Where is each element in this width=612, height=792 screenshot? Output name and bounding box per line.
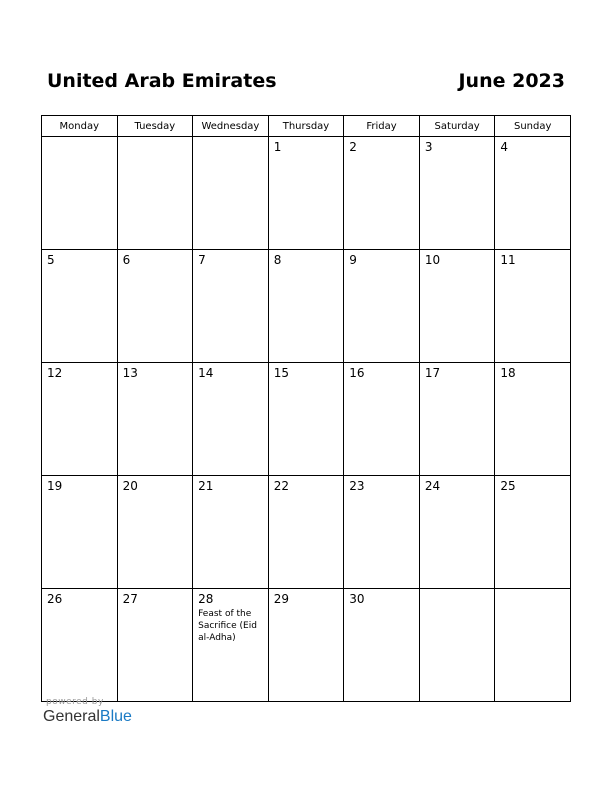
day-number: 3	[424, 140, 433, 154]
weekday-header: Sunday	[495, 116, 571, 137]
day-number: 19	[47, 479, 63, 493]
day-cell	[42, 250, 118, 363]
day-cell	[495, 476, 571, 589]
day-number: 28	[198, 592, 214, 606]
day-cell	[117, 250, 193, 363]
day-cell	[419, 476, 495, 589]
powered-by-label: powered by	[46, 697, 104, 707]
brand-general-text: General	[43, 708, 100, 725]
day-cell	[117, 137, 193, 250]
day-cell	[344, 137, 420, 250]
day-cell	[344, 476, 420, 589]
week-row	[42, 476, 571, 589]
day-cell	[268, 589, 344, 702]
day-cell	[268, 363, 344, 476]
calendar-grid	[41, 115, 571, 702]
weekday-header-row	[42, 116, 571, 137]
weekday-header: Friday	[344, 116, 420, 137]
week-row	[42, 589, 571, 702]
day-cell	[42, 363, 118, 476]
day-number: 9	[349, 253, 357, 267]
day-cell	[117, 589, 193, 702]
day-number: 6	[122, 253, 131, 267]
week-row	[42, 250, 571, 363]
day-cell	[42, 137, 118, 250]
day-number: 23	[349, 479, 365, 493]
week-row	[42, 363, 571, 476]
weekday-header: Tuesday	[117, 116, 193, 137]
day-number: 5	[47, 253, 55, 267]
day-cell	[419, 250, 495, 363]
day-number: 11	[500, 253, 516, 267]
country-title: United Arab Emirates	[47, 70, 277, 92]
day-number: 17	[424, 366, 441, 380]
holiday-label: Feast of the Sacrifice (Eid al-Adha)	[198, 609, 257, 643]
day-cell	[42, 476, 118, 589]
day-cell	[495, 137, 571, 250]
day-number: 14	[198, 366, 214, 380]
day-number: 26	[47, 592, 63, 606]
brand-blue-text: Blue	[99, 708, 132, 725]
day-number: 25	[500, 479, 516, 493]
weekday-header: Wednesday	[193, 116, 269, 137]
day-number: 15	[273, 366, 289, 380]
day-number: 18	[500, 366, 516, 380]
day-number: 13	[122, 366, 138, 380]
month-year-title: June 2023	[458, 70, 565, 92]
day-number: 8	[273, 253, 282, 267]
day-number: 10	[424, 253, 441, 267]
day-cell	[42, 589, 118, 702]
day-cell	[193, 363, 269, 476]
day-cell	[117, 363, 193, 476]
day-cell	[193, 476, 269, 589]
day-cell	[495, 250, 571, 363]
weekday-header: Monday	[42, 116, 118, 137]
day-cell	[495, 363, 571, 476]
day-number: 16	[349, 366, 365, 380]
day-cell	[419, 589, 495, 702]
day-number: 29	[273, 592, 289, 606]
day-number: 20	[122, 479, 138, 493]
day-number: 27	[122, 592, 138, 606]
day-number: 4	[500, 140, 509, 154]
day-cell	[193, 589, 269, 702]
weekday-header: Saturday	[419, 116, 495, 137]
day-number: 1	[273, 140, 282, 154]
day-number: 24	[424, 479, 441, 493]
day-cell	[344, 250, 420, 363]
day-cell	[117, 476, 193, 589]
day-number: 22	[273, 479, 289, 493]
day-cell	[268, 137, 344, 250]
day-cell	[495, 589, 571, 702]
week-row	[42, 137, 571, 250]
day-number: 12	[47, 366, 63, 380]
day-cell	[268, 250, 344, 363]
day-cell	[344, 363, 420, 476]
day-cell	[419, 363, 495, 476]
weekday-header: Thursday	[268, 116, 344, 137]
day-cell	[344, 589, 420, 702]
day-cell	[419, 137, 495, 250]
day-number: 7	[198, 253, 206, 267]
day-number: 30	[349, 592, 365, 606]
day-cell	[268, 476, 344, 589]
day-number: 2	[349, 140, 357, 154]
generalblue-logo[interactable]	[43, 708, 132, 726]
day-cell	[193, 250, 269, 363]
day-number: 21	[198, 479, 214, 493]
day-cell	[193, 137, 269, 250]
